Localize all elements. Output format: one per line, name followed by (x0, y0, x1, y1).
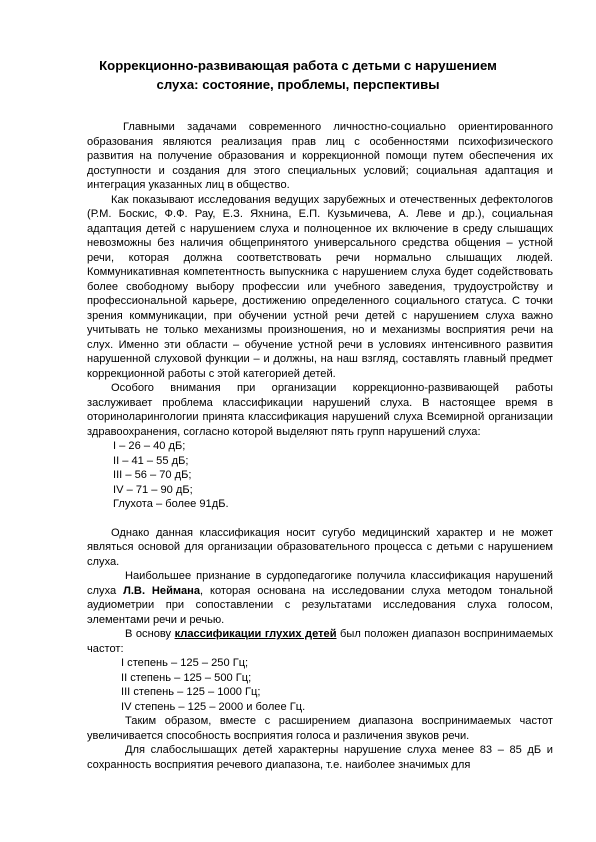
paragraph-conclusion: Таким образом, вместе с расширением диапазона воспринимаемых частот увеличивается способность восприятия голоса и различения звуков речи. (87, 715, 553, 742)
document-body (87, 120, 553, 772)
list-item: IV – 71 – 90 дБ; (113, 483, 193, 496)
deaf-degrees-list (87, 656, 553, 714)
paragraph-tasks: Главными задачами современного личностно-социально ориентированного образования являются реализация прав лиц с особенностями психофизического развития на получение образования и коррекционной помощи путем обеспечения их доступности и создания для этого специальных условий; социальная адаптация и интеграция указанных лиц в общество. (87, 121, 553, 191)
who-groups-list (87, 439, 553, 512)
neiman-name: Л.В. Неймана (123, 584, 201, 597)
list-item: IV степень – 125 – 2000 и более Гц. (121, 700, 306, 713)
paragraph-research: Как показывают исследования ведущих зарубежных и отечественных дефектологов (Р.М. Боскис, Ф.Ф. Рау, Е.З. Яхнина, Е.П. Кузьмичева, А. Леве и др.), социальная адаптация детей с нарушением слуха и полноценное их включение в среду слышащих невозможны без наличия общепринятого универсального средства общения – устной речи, которая должна соответствовать речи нормально слышащих людей. Коммуникативная компетентность выпускника с нарушением слуха будет содействовать более свободному выбору профессии или учебного заведения, трудоустройству и профессиональной карьере, достижению определенного социального статуса. С точки зрения коммуникации, при обучении устной речи детей с нарушением слуха важно учитывать не только механизмы произношения, но и механизмы восприятия речи на слух. Именно эти области – обучение устной речи в условиях интенсивного развития нарушенной слуховой функции – и должны, на наш взгляд, составлять главный предмет коррекционной работы с этой категорией детей. (87, 193, 553, 380)
list-item: I степень – 125 – 250 Гц; (121, 657, 249, 669)
neiman-text-after: , которая основана на исследовании слуха методом тональной аудиометрии при сопоставлении с результатами исследования слуха голосом, элементами речи и речью. (87, 584, 553, 626)
spacer (87, 512, 553, 526)
paragraph-classification: Особого внимания при организации коррекционно-развивающей работы заслуживает проблема классификации нарушений слуха. В настоящее время в оториноларингологии принята классификация нарушений слуха Всемирной организации здравоохранения, согласно которой выделяют пять групп нарушений слуха: (87, 382, 553, 438)
deaf-text-after: был положен диапазон воспринимаемых частот: (87, 628, 553, 655)
list-item: II – 41 – 55 дБ; (113, 454, 189, 467)
deaf-text-before: В основу (125, 628, 175, 640)
deaf-classification-term: классификации глухих детей (174, 628, 337, 640)
paragraph-deaf-classification (87, 627, 553, 656)
paragraph-hard-of-hearing: Для слабослышащих детей характерны нарушение слуха менее 83 – 85 дБ и сохранность восприятия речевого диапазона, т.е. наиболее значимых для (87, 744, 553, 771)
list-item: I – 26 – 40 дБ; (113, 440, 186, 452)
document-title (60, 56, 536, 94)
list-item: III – 56 – 70 дБ; (113, 469, 192, 481)
title-line-1: Коррекционно-развивающая работа с детьми с нарушением (99, 58, 497, 73)
title-line-2: слуха: состояние, проблемы, перспективы (156, 77, 440, 92)
paragraph-neiman (87, 569, 553, 627)
list-item: III степень – 125 – 1000 Гц; (121, 686, 261, 698)
list-item: Глухота – более 91дБ. (113, 498, 229, 510)
paragraph-medical: Однако данная классификация носит сугубо медицинский характер и не может являться основой для организации образовательного процесса с детьми с нарушением слуха. (87, 526, 553, 568)
list-item: II степень – 125 – 500 Гц; (121, 671, 252, 684)
neiman-text-before: Наибольшее признание в сурдопедагогике получила классификация нарушений слуха (87, 570, 553, 597)
